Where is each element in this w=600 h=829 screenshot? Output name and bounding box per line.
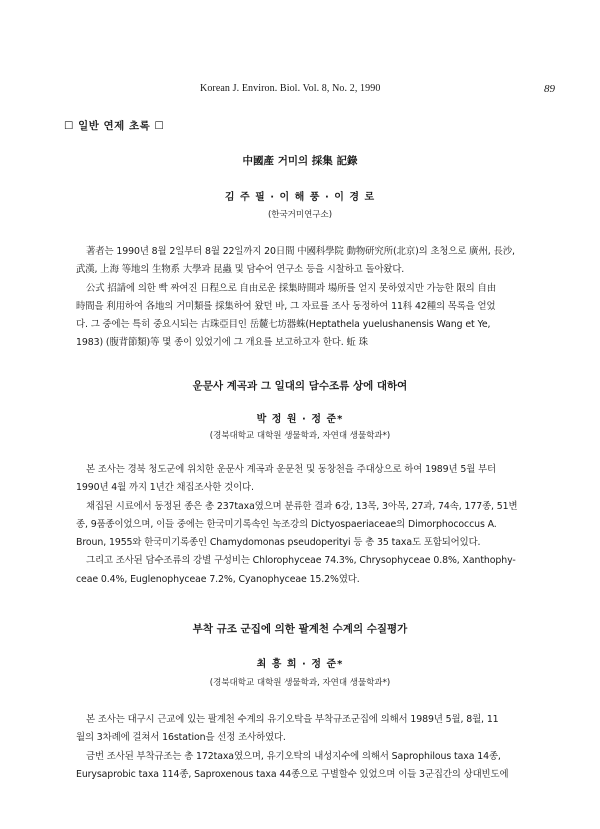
abstract-1-authors: 김 주 필 · 이 해 풍 · 이 경 로 [224, 192, 376, 203]
abstract-3-line: 본 조사는 대구시 근교에 있는 팔계천 수계의 유기오탁을 부착규조군집에 의해서 1989년 5월, 8월, 11 [86, 714, 499, 725]
abstract-2-body [76, 461, 526, 589]
abstract-1-line: 武漢, 上海 等地의 生物系 大學과 昆蟲 및 담수어 연구소 등을 시찰하고 돌아왔다. [76, 264, 405, 276]
abstract-1-line: 時間을 利用하여 各地의 거미類를 採集하여 왔던 바, 그 자료를 조사 동정하여 11科 42種의 목록을 얻었 [76, 300, 496, 312]
abstract-3-line: Eurysaprobic taxa 114종, Saproxenous taxa 44종으로 구별할수 있었으며 이들 3군집간의 상대빈도에 [76, 768, 509, 780]
abstract-2-line: 종, 9품종이었으며, 이들 중에는 한국미기록속인 녹조강의 Dictyospaeriaceae의 Dimorphococcus A. [76, 518, 497, 530]
abstract-2-affiliation: (경북대학교 대학원 생물학과, 자연대 생물학과*) [209, 431, 391, 441]
abstract-1-affiliation: (한국거미연구소) [267, 210, 333, 220]
abstract-1-line: 著者는 1990년 8월 2일부터 8월 22일까지 20日間 中國科學院 動物研究所(北京)의 초청으로 廣州, 長沙, [86, 246, 515, 257]
abstract-3-body [76, 711, 526, 784]
abstract-3-title: 부착 규조 군집에 의한 팔계천 수계의 수질평가 [192, 623, 408, 635]
abstract-3-line: 월의 3차례에 걸쳐서 16station을 선정 조사하였다. [76, 732, 286, 744]
abstract-1-title: 中國產 거미의 採集 記錄 [242, 155, 358, 167]
abstract-2-line: 본 조사는 경북 청도군에 위치한 운문사 계곡과 운문천 및 동창천을 주대상으로 하여 1989년 5월 부터 [86, 464, 496, 475]
abstract-2-line: Broun, 1955와 한국미기록종인 Chamydomonas pseudoperityi 등 총 35 taxa도 포함되어있다. [76, 537, 481, 549]
abstract-3-line: 금번 조사된 부착규조는 총 172taxa였으며, 유기오탁의 내성지수에 의해서 Saprophilous taxa 14종, [86, 750, 501, 762]
abstract-2-line: 채집된 시료에서 동정된 종은 총 237taxa였으며 분류한 결과 6강, 13목, 3아목, 27과, 74속, 177종, 51변 [86, 500, 518, 512]
section-label: ☐ 일반 연제 초록 ☐ [64, 120, 165, 132]
abstract-2-authors: 박 정 원 · 정 준* [256, 414, 344, 425]
abstract-2-line: 1990년 4월 까지 1년간 채집조사한 것이다. [76, 482, 254, 494]
abstract-1-line: 公式 招請에 의한 빡 짜여진 日程으로 自由로운 採集時間과 場所를 얻지 못하였지만 가능한 限의 自由 [86, 282, 497, 294]
abstract-2-line: 그리고 조사된 담수조류의 강별 구성비는 Chlorophyceae 74.3%, Chrysophyceae 0.8%, Xanthophy- [86, 555, 516, 567]
abstract-1-body [76, 243, 526, 353]
page-number: 89 [544, 83, 555, 95]
abstract-2-title: 운문사 계곡과 그 일대의 담수조류 상에 대하여 [192, 380, 408, 392]
journal-citation: Korean J. Environ. Biol. Vol. 8, No. 2, 1990 [200, 83, 381, 94]
abstract-2-line: ceae 0.4%, Euglenophyceae 7.2%, Cyanophyceae 15.2%였다. [76, 573, 360, 585]
abstract-1-line: 다. 그 중에는 특히 중요시되는 古珠亞目인 岳麓七坊器蛛(Heptathela yuelushanensis Wang et Ye, [76, 319, 491, 331]
abstract-1-line: 1983) (腹背節類)等 몇 종이 있었기에 그 개요를 보고하고자 한다. 蚯 珠 [76, 337, 368, 349]
abstract-3-affiliation: (경북대학교 대학원 생물학과, 자연대 생물학과*) [209, 678, 391, 688]
abstract-3-authors: 최 흥 희 · 정 준* [256, 659, 344, 670]
running-header [200, 83, 555, 97]
